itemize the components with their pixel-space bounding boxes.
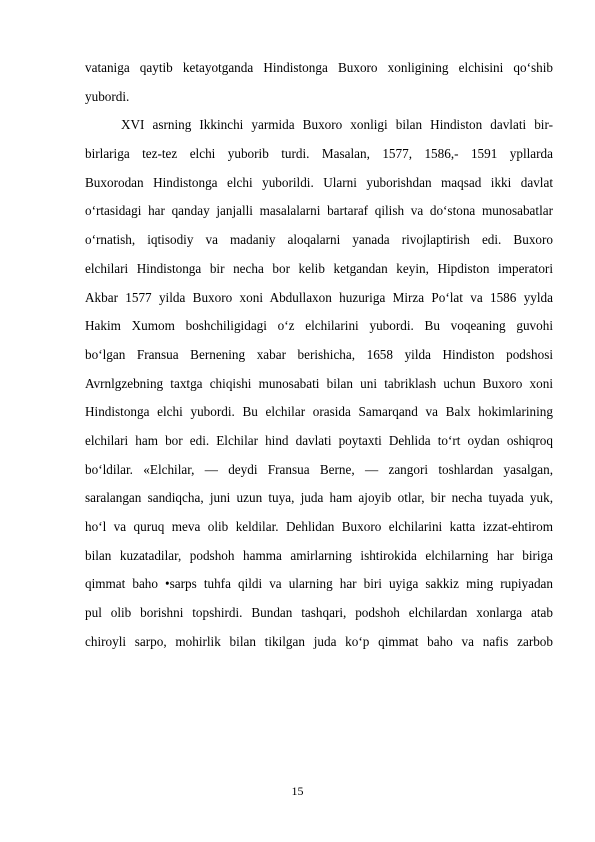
- text-line: Akbar 1577 yilda Buxoro xoni Abdullaxon huzuriga Mirza Po‘lat va 1586 yylda: [85, 289, 553, 305]
- text-line: o‘rnatish, iqtisodiy va madaniy aloqalarni yanada rivojlaptirish edi. Buxoro: [85, 232, 553, 248]
- text-line: pul olib borishni topshirdi. Bundan tashqari, podshoh elchilardan xonlarga atab: [85, 605, 553, 621]
- paragraph-first-line: XVI asrning Ikkinchi yarmida Buxoro xonligi bilan Hindiston davlati bir-: [121, 117, 553, 133]
- text-line: elchilari ham bor edi. Elchilar hind davlati poytaxti Dehlida to‘rt oydan oshiqroq: [85, 432, 553, 448]
- text-line: yubordi.: [85, 88, 130, 104]
- text-line: vataniga qaytib ketayotganda Hindistonga Buxoro xonligining elchisini qo‘shib: [85, 60, 553, 75]
- text-line: elchilari Hindistonga bir necha bor kelib ketgandan keyin, Hipdiston imperatori: [85, 260, 553, 276]
- text-line: saralangan sandiqcha, juni uzun tuya, juda ham ajoyib otlar, bir necha tuyada yuk,: [85, 490, 553, 506]
- text-line: Hindistonga elchi yubordi. Bu elchilar orasida Samarqand va Balx hokimlarining: [85, 404, 553, 420]
- text-line: o‘rtasidagi har qanday janjalli masalalarni bartaraf qilish va do‘stona munosabatlar: [85, 203, 553, 219]
- text-line: Avrnlgzebning taxtga chiqishi munosabati bilan uni tabriklash uchun Buxoro xoni: [85, 375, 553, 391]
- body-text: [85, 54, 553, 656]
- text-line: Buxorodan Hindistonga elchi yuborildi. Ularni yuborishdan maqsad ikki davlat: [85, 174, 553, 190]
- text-line: ho‘l va quruq meva olib keldilar. Dehlidan Buxoro elchilarini katta izzat-ehtirom: [85, 519, 553, 534]
- text-line: qimmat baho •sarps tuhfa qildi va ularning har biri uyiga sakkiz ming rupiyadan: [85, 576, 553, 592]
- text-line: bilan kuzatadilar, podshoh hamma amirlarning ishtirokida elchilarning har biriga: [85, 547, 553, 563]
- page-number: 15: [291, 784, 304, 798]
- text-line: birlariga tez-tez elchi yuborib turdi. Masalan, 1577, 1586,- 1591 ypllarda: [85, 146, 553, 162]
- text-line: bo‘ldilar. «Elchilar, — deydi Fransua Berne, — zangori toshlardan yasalgan,: [85, 461, 553, 477]
- text-line: chiroyli sarpo, mohirlik bilan tikilgan juda ko‘p qimmat baho va nafis zarbob: [85, 633, 553, 649]
- text-line: Hakim Xumom boshchiligidagi o‘z elchilarini yubordi. Bu voqeaning guvohi: [85, 318, 553, 334]
- text-line: bo‘lgan Fransua Bernening xabar berishicha, 1658 yilda Hindiston podshosi: [85, 346, 553, 362]
